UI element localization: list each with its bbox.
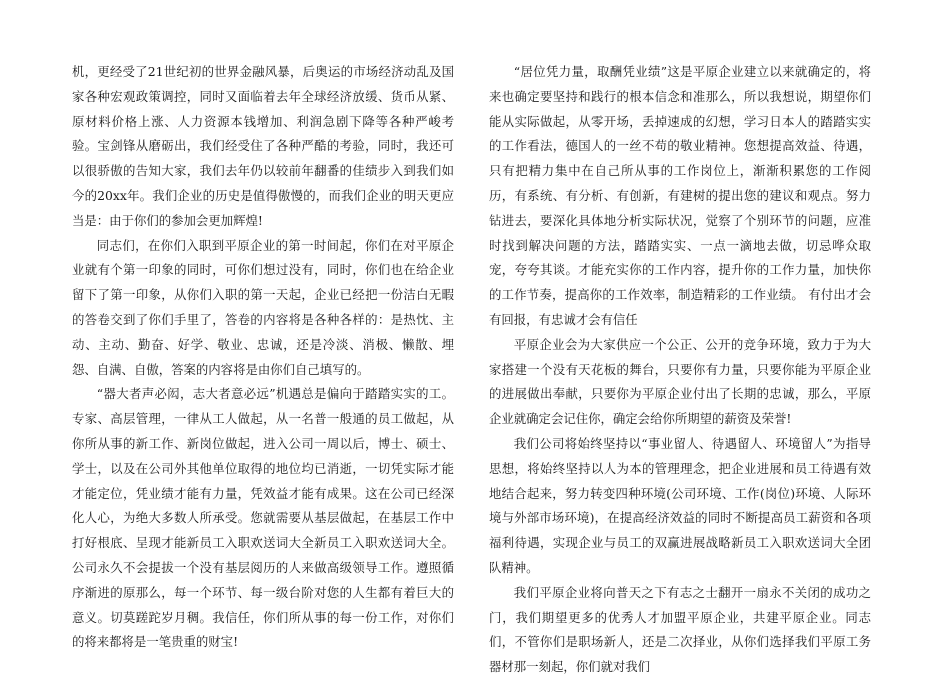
right-paragraph-1: “居位凭力量，取酬凭业绩”这是平原企业建立以来就确定的，将来也确定要坚持和践行的根本信念和准那么，所以我想说，期望你们能从实际做起，从零开场，丢掉速成的幻想，学习日本人的踏踏实实的工作看法，德国人的一丝不苟的敬业精神。您想提高效益、待遇，只有把精力集中在自己所从事的工作岗位上，渐渐积累您的工作阅历，有系统、有分析、有创新，有建树的提出您的建议和观点。努力钻进去，要深化具体地分析实际状况，觉察了个别环节的问题，应准时找到解决问题的方法，踏踏实实、一点一滴地去做，切忌哗众取宠，夸夸其谈。才能充实你的工作内容，提升你的工作力量，加快你的工作节奏，提高你的工作效率，制造精彩的工作业绩。 有付出才会有回报，有忠诚才会有信任 [489,64,871,327]
left-paragraph-2: 同志们，在你们入职到平原企业的第一时间起，你们在对平原企业就有个第一印象的同时，可你们想过没有，同时，你们也在给企业留下了第一印象，从你们入职的第一天起，企业已经把一份洁白无暇的答卷交到了你们手里了，答卷的内容将是各种各样的：是热忱、主动、主动、勤奋、好学、敬业、忠诚，还是冷淡、消极、懒散、埋怨、自满、自傲，答案的内容将是由你们自己填写的。 [72,237,454,377]
left-column [72,60,454,655]
left-paragraph-3: “器大者声必闳，志大者意必远”机遇总是偏向于踏踏实实的工。专家、高层管理，一律从工人做起，从一名普一般通的员工做起，从你所从事的新工作、新岗位做起，进入公司一周以后，博士、硕士、学士，以及在公司外其他单位取得的地位均已消逝，一切凭实际才能才能定位，凭业绩才能有力量，凭效益才能有成果。这在公司已经深化人心，为绝大多数人所承受。您就需要从基层做起，在基层工作中打好根底、呈现才能新员工入职欢送词大全新员工入职欢送词大全。公司永久不会提拔一个没有基层阅历的人来做高级领导工作。遵照循序渐进的原那么，每一个环节、每一级台阶对您的人生都有着巨大的意义。切莫蹉跎岁月稠。我信任，你们所从事的每一份工作，对你们的将来都将是一笔贵重的财宝! [72,386,454,650]
left-paragraph-1: 机，更经受了21世纪初的世界金融风暴，后奥运的市场经济动乱及国家各种宏观政策调控，同时又面临着去年全球经济放缓、货币从紧、原材料价格上涨、人力资源本钱增加、利润急剧下降等各种严峻考验。宝剑锋从磨砺出，我们经受住了各种严酷的考验，同时，我还可以很骄傲的告知大家，我们去年仍以较前年翻番的佳绩步入到我们如今的20xx年。我们企业的历史是值得傲慢的，而我们企业的明天更应当是：由于你们的参加会更加辉煌! [72,64,454,228]
right-paragraph-4: 我们平原企业将向普天之下有志之士翻开一扇永不关闭的成功之门，我们期望更多的优秀人才加盟平原企业，共建平原企业。同志们，不管你们是职场新人，还是二次择业，从你们选择我们平原工务器材那一刻起，你们就对我们 [489,584,871,675]
right-paragraph-3: 我们公司将始终坚持以“事业留人、待遇留人、环境留人”为指导思想，将始终坚持以人为本的管理理念，把企业进展和员工待遇有效地结合起来，努力转变四种环境(公司环境、工作(岗位)环境、人际环境与外部市场环境)，在提高经济效益的同时不断提高员工薪资和各项福利待遇，实现企业与员工的双赢进展战略新员工入职欢送词大全团队精神。 [489,435,871,575]
right-column [489,60,871,680]
right-paragraph-2: 平原企业会为大家供应一个公正、公开的竞争环境，致力于为大家搭建一个没有天花板的舞台，只要你有力量，只要你能为平原企业的进展做出奉献，只要你为平原企业付出了长期的忠诚，那么，平原企业就确定会记住你，确定会给你所期望的薪资及荣誉! [489,336,871,427]
